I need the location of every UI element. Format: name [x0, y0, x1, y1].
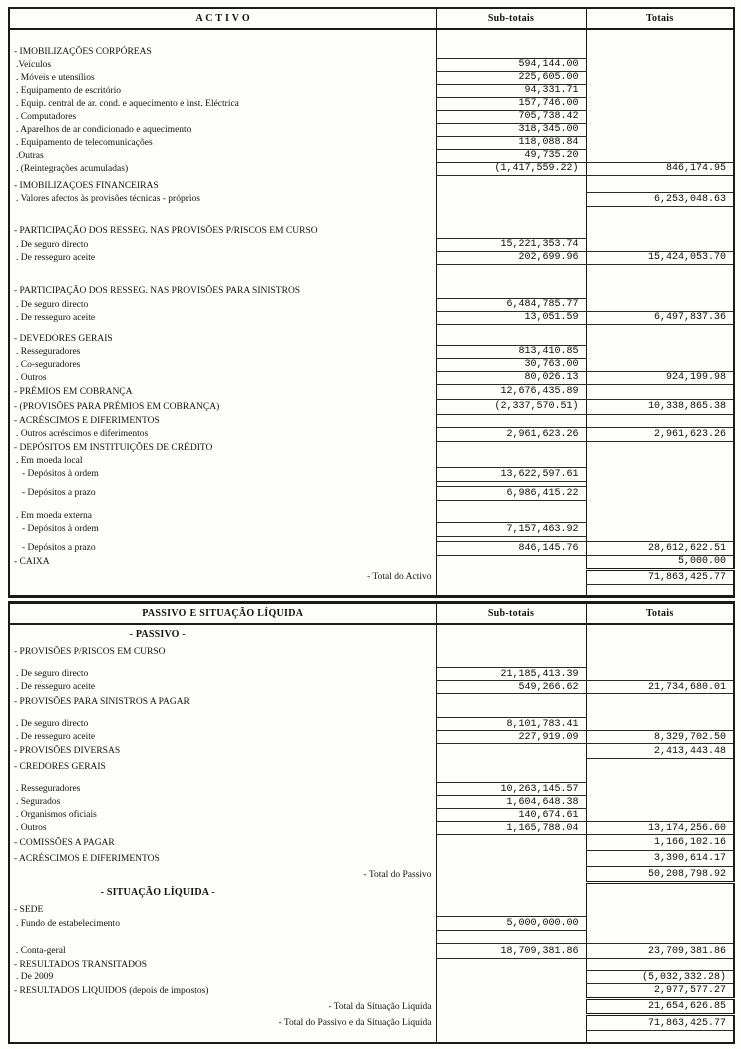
table-row: [9, 522, 734, 536]
row-subtotal: 13,622,597.61: [436, 467, 586, 481]
totals-column-header: Totais: [586, 602, 734, 624]
row-total: [586, 345, 734, 358]
table-row: [9, 718, 734, 731]
row-label: - PROVISÕES PARA SINISTROS A PAGAR: [14, 696, 190, 707]
row-subtotal: [436, 555, 586, 569]
row-subtotal: 18,709,381.86: [436, 944, 586, 959]
row-label: . Fundo de estabelecimento: [16, 918, 120, 929]
table-row: [9, 555, 734, 569]
row-label: . De resseguro aceite: [16, 682, 96, 692]
row-label: - Depósitos a prazo: [22, 488, 96, 498]
row-label: - DEVEDORES GERAIS: [14, 333, 113, 344]
row-label: . Conta-geral: [16, 946, 66, 956]
table-row: [9, 867, 734, 883]
table-row: [9, 541, 734, 555]
row-subtotal: [436, 1031, 586, 1043]
row-total: [586, 775, 734, 783]
row-subtotal: [436, 264, 586, 284]
row-subtotal: [436, 569, 586, 584]
table-row: [9, 284, 734, 298]
table-row: [9, 851, 734, 867]
table-row: [9, 500, 734, 510]
row-subtotal: [436, 414, 586, 427]
row-total: 2,413,443.48: [586, 744, 734, 759]
row-subtotal: 705,738.42: [436, 110, 586, 123]
row-total: [586, 332, 734, 345]
row-label: . Outros: [16, 372, 47, 383]
table-row: [9, 84, 734, 97]
row-total: 5,000.00: [586, 555, 734, 569]
row-label: [9, 931, 436, 944]
row-total: [586, 783, 734, 796]
row-subtotal: 21,185,413.39: [436, 668, 586, 681]
row-subtotal: 225,605.00: [436, 71, 586, 84]
table-row: [9, 324, 734, 332]
row-label: - Total do Passivo: [363, 869, 432, 880]
row-subtotal: 12,676,435.89: [436, 384, 586, 399]
row-label: . De seguro directo: [16, 719, 89, 729]
row-label: - PROVISÕES DIVERSAS: [14, 746, 121, 756]
row-label: . Outros acréscimos e diferimentos: [16, 429, 149, 439]
row-total: [586, 298, 734, 311]
row-total: [586, 486, 734, 500]
row-label: [9, 584, 436, 596]
table-row: [9, 180, 734, 192]
row-total: [586, 206, 734, 224]
row-total: [586, 624, 734, 644]
row-total: [586, 384, 734, 399]
row-label: .Veículos: [16, 59, 52, 70]
row-label: - IMOBILIZAÇÕES CORPÓREAS: [14, 46, 152, 57]
row-label: . De resseguro aceite: [16, 252, 96, 263]
row-label: . De seguro directo: [16, 239, 89, 250]
table-row: [9, 345, 734, 358]
row-label: - PASSIVO -: [129, 628, 186, 640]
table-row: [9, 883, 734, 903]
row-total: [586, 718, 734, 731]
row-label: - PRÉMIOS EM COBRANÇA: [14, 386, 133, 397]
row-subtotal: [436, 584, 586, 596]
row-label: . Equipamento de telecomunicações: [16, 137, 153, 148]
row-total: [586, 441, 734, 455]
table-row: [9, 1031, 734, 1043]
table-row: [9, 192, 734, 206]
row-label: . De seguro directo: [16, 669, 89, 679]
table-row: [9, 467, 734, 481]
row-total: [586, 796, 734, 809]
row-total: [586, 264, 734, 284]
table-row: [9, 455, 734, 467]
table-row: [9, 358, 734, 371]
row-subtotal: [436, 206, 586, 224]
row-subtotal: 80,026.13: [436, 371, 586, 384]
row-label: [9, 500, 436, 510]
row-subtotal: 140,674.61: [436, 809, 586, 822]
passivo-title: PASSIVO E SITUAÇÃO LÍQUIDA: [9, 602, 436, 624]
table-row: [9, 668, 734, 681]
row-total: [586, 467, 734, 481]
row-subtotal: 30,763.00: [436, 358, 586, 371]
table-row: [9, 264, 734, 284]
table-row: [9, 123, 734, 136]
subtotals-column-header: Sub-totais: [436, 602, 586, 624]
row-total: 23,709,381.86: [586, 944, 734, 959]
row-total: 2,961,623.26: [586, 427, 734, 441]
row-label: . Organismos oficiais: [16, 810, 97, 820]
row-total: [586, 903, 734, 917]
row-total: 28,612,622.51: [586, 541, 734, 555]
row-total: [586, 238, 734, 251]
row-label: [9, 29, 436, 45]
row-total: 50,208,798.92: [586, 867, 734, 883]
table-row: [9, 298, 734, 311]
row-label: - Depósitos à ordem: [22, 524, 99, 534]
row-total: [586, 809, 734, 822]
row-total: 71,863,425.77: [586, 1015, 734, 1031]
row-total: [586, 136, 734, 149]
row-label: - CREDORES GERAIS: [14, 761, 106, 772]
row-total: 924,199.98: [586, 371, 734, 384]
table-row: [9, 710, 734, 718]
table-row: [9, 399, 734, 414]
row-subtotal: 94,331.71: [436, 84, 586, 97]
row-subtotal: [436, 971, 586, 984]
row-total: 846,174.95: [586, 162, 734, 175]
row-subtotal: [436, 694, 586, 710]
row-total: [586, 522, 734, 536]
row-subtotal: [436, 45, 586, 58]
table-row: [9, 136, 734, 149]
table-row: [9, 45, 734, 58]
passivo-liquida-table: [8, 601, 735, 1044]
row-subtotal: 318,345.00: [436, 123, 586, 136]
row-label: [9, 1031, 436, 1043]
row-total: 21,734,680.01: [586, 681, 734, 694]
row-label: . Resseguradores: [16, 784, 81, 794]
table-row: [9, 384, 734, 399]
table-row: [9, 917, 734, 931]
row-label: - DEPÓSITOS EM INSTITUIÇÕES DE CRÉDITO: [14, 443, 213, 453]
row-total: [586, 759, 734, 775]
row-subtotal: 6,986,415.22: [436, 486, 586, 500]
row-subtotal: [436, 959, 586, 971]
row-subtotal: [436, 180, 586, 192]
table-row: [9, 311, 734, 324]
row-subtotal: [436, 324, 586, 332]
row-subtotal: 813,410.85: [436, 345, 586, 358]
row-total: [586, 500, 734, 510]
row-label: . De seguro directo: [16, 299, 89, 310]
row-subtotal: [436, 984, 586, 999]
table-row: [9, 731, 734, 744]
row-label: . Valores afectos às provisões técnicas - próprios: [16, 194, 200, 204]
row-subtotal: (1,417,559.22): [436, 162, 586, 175]
row-label: - RESULTADOS TRANSITADOS: [14, 959, 148, 970]
row-total: 2,977,577.27: [586, 984, 734, 999]
table-row: [9, 441, 734, 455]
activo-header-row: [9, 8, 734, 29]
row-label: - ACRÉSCIMOS E DIFERIMENTOS: [14, 853, 160, 864]
row-total: 1,166,102.16: [586, 835, 734, 851]
row-label: [9, 775, 436, 783]
row-total: [586, 1031, 734, 1043]
row-total: [586, 644, 734, 660]
row-subtotal: [436, 624, 586, 644]
row-subtotal: [436, 710, 586, 718]
row-label: - Depósitos à ordem: [22, 469, 99, 479]
row-subtotal: 157,746.00: [436, 97, 586, 110]
row-total: [586, 358, 734, 371]
row-label: . Co-seguradores: [16, 359, 81, 370]
row-label: . De resseguro aceite: [16, 732, 96, 742]
row-subtotal: 118,088.84: [436, 136, 586, 149]
row-total: [586, 959, 734, 971]
row-total: [586, 29, 734, 45]
row-label: - Total do Activo: [367, 571, 432, 582]
row-total: 71,863,425.77: [586, 569, 734, 584]
row-total: [586, 510, 734, 522]
table-row: [9, 371, 734, 384]
row-subtotal: [436, 224, 586, 238]
row-total: [586, 694, 734, 710]
table-row: [9, 681, 734, 694]
row-total: [586, 883, 734, 903]
row-subtotal: [436, 441, 586, 455]
row-label: [9, 660, 436, 668]
row-subtotal: 202,699.96: [436, 251, 586, 264]
row-label: . De 2009: [16, 972, 54, 982]
row-subtotal: [436, 455, 586, 467]
row-subtotal: 10,263,145.57: [436, 783, 586, 796]
table-row: [9, 251, 734, 264]
row-subtotal: [436, 510, 586, 522]
table-row: [9, 110, 734, 123]
table-row: [9, 58, 734, 71]
row-label: [9, 206, 436, 224]
table-row: [9, 984, 734, 999]
row-total: [586, 84, 734, 97]
row-total: [586, 584, 734, 596]
row-total: 6,253,048.63: [586, 192, 734, 206]
row-label: . Em moeda local: [16, 456, 83, 466]
row-subtotal: [436, 883, 586, 903]
row-subtotal: 5,000,000.00: [436, 917, 586, 931]
row-label: . (Reintegrações acumuladas): [16, 163, 129, 174]
row-label: . Aparelhos de ar condicionado e aquecimento: [16, 124, 192, 135]
row-subtotal: [436, 835, 586, 851]
passivo-body: [9, 624, 734, 1043]
table-row: [9, 510, 734, 522]
row-total: [586, 668, 734, 681]
row-subtotal: 13,051.59: [436, 311, 586, 324]
row-label: . Em moeda externa: [16, 511, 92, 521]
totals-column-header: Totais: [586, 8, 734, 29]
table-row: [9, 71, 734, 84]
row-label: - PARTICIPAÇÃO DOS RESSEG. NAS PROVISÕES P/RISCOS EM CURSO: [14, 226, 318, 236]
table-row: [9, 1015, 734, 1031]
row-total: 21,654,626.85: [586, 999, 734, 1015]
row-subtotal: [436, 759, 586, 775]
table-row: [9, 660, 734, 668]
table-row: [9, 971, 734, 984]
row-label: . Resseguradores: [16, 346, 81, 357]
table-row: [9, 206, 734, 224]
row-total: [586, 110, 734, 123]
row-subtotal: 6,484,785.77: [436, 298, 586, 311]
table-row: [9, 584, 734, 596]
row-label: [9, 264, 436, 284]
row-subtotal: [436, 775, 586, 783]
table-row: [9, 931, 734, 944]
row-subtotal: (2,337,570.51): [436, 399, 586, 414]
table-row: [9, 783, 734, 796]
row-label: - IMOBILIZAÇOES FINANCEIRAS: [14, 181, 159, 191]
row-label: . Móveis e utensílios: [16, 72, 95, 83]
table-row: [9, 944, 734, 959]
row-label: . De resseguro aceite: [16, 312, 96, 323]
row-label: [9, 710, 436, 718]
activo-body: [9, 29, 734, 596]
row-subtotal: [436, 660, 586, 668]
table-row: [9, 162, 734, 175]
table-row: [9, 486, 734, 500]
row-subtotal: 49,735.20: [436, 149, 586, 162]
table-row: [9, 149, 734, 162]
row-subtotal: 549,266.62: [436, 681, 586, 694]
table-row: [9, 903, 734, 917]
row-label: - PROVISÕES P/RISCOS EM CURSO: [14, 646, 166, 657]
table-row: [9, 809, 734, 822]
row-total: 6,497,837.36: [586, 311, 734, 324]
row-subtotal: 594,144.00: [436, 58, 586, 71]
row-subtotal: [436, 744, 586, 759]
row-subtotal: [436, 867, 586, 883]
row-total: [586, 324, 734, 332]
row-total: [586, 123, 734, 136]
table-row: [9, 224, 734, 238]
row-subtotal: [436, 192, 586, 206]
row-subtotal: 227,919.09: [436, 731, 586, 744]
table-row: [9, 332, 734, 345]
row-subtotal: 1,165,788.04: [436, 822, 586, 835]
row-label: - CAIXA: [14, 557, 50, 567]
table-row: [9, 822, 734, 835]
table-row: [9, 835, 734, 851]
row-total: 8,329,702.50: [586, 731, 734, 744]
table-row: [9, 97, 734, 110]
row-subtotal: 1,604,648.38: [436, 796, 586, 809]
row-subtotal: 2,961,623.26: [436, 427, 586, 441]
row-total: [586, 71, 734, 84]
activo-title: A C T I V O: [9, 8, 436, 29]
row-subtotal: [436, 1015, 586, 1031]
table-row: [9, 624, 734, 644]
row-total: [586, 58, 734, 71]
row-subtotal: [436, 931, 586, 944]
table-row: [9, 775, 734, 783]
row-total: 13,174,256.60: [586, 822, 734, 835]
row-subtotal: 15,221,353.74: [436, 238, 586, 251]
table-row: [9, 999, 734, 1015]
row-total: [586, 284, 734, 298]
table-row: [9, 414, 734, 427]
table-row: [9, 694, 734, 710]
row-total: [586, 97, 734, 110]
row-subtotal: [436, 29, 586, 45]
row-total: 3,390,614.17: [586, 851, 734, 867]
row-total: [586, 414, 734, 427]
table-row: [9, 569, 734, 584]
row-total: [586, 455, 734, 467]
row-label: - Total do Passivo e da Situação Liquida: [278, 1017, 432, 1028]
row-total: [586, 149, 734, 162]
table-row: [9, 427, 734, 441]
row-subtotal: 8,101,783.41: [436, 718, 586, 731]
row-total: [586, 180, 734, 192]
row-label: - RESULTADOS LIQUIDOS (depois de impostos): [14, 986, 209, 996]
row-label: - COMISSÕES A PAGAR: [14, 837, 115, 848]
row-label: - (PROVISÕES PARA PRÉMIOS EM COBRANÇA): [14, 401, 220, 412]
row-subtotal: [436, 644, 586, 660]
row-subtotal: [436, 332, 586, 345]
row-label: . Equip. central de ar. cond. e aquecimento e inst. Eléctrica: [16, 98, 239, 109]
row-label: . Equipamento de escritório: [16, 85, 121, 96]
row-total: [586, 917, 734, 931]
activo-table: [8, 7, 735, 598]
row-subtotal: [436, 284, 586, 298]
row-label: [9, 324, 436, 332]
table-row: [9, 744, 734, 759]
subtotals-column-header: Sub-totais: [436, 8, 586, 29]
row-label: - Total da Situação Liquida: [328, 1001, 432, 1012]
row-label: . Computadores: [16, 111, 77, 122]
row-total: [586, 931, 734, 944]
table-row: [9, 29, 734, 45]
table-row: [9, 959, 734, 971]
row-label: .Outras: [16, 150, 44, 161]
row-total: (5,032,332.28): [586, 971, 734, 984]
row-label: - Depósitos a prazo: [22, 543, 96, 553]
row-total: [586, 660, 734, 668]
row-label: . Outros: [16, 823, 47, 833]
row-subtotal: [436, 903, 586, 917]
passivo-header-row: [9, 602, 734, 624]
row-label: - SITUAÇÃO LÍQUIDA -: [100, 887, 215, 898]
row-subtotal: [436, 999, 586, 1015]
row-subtotal: [436, 500, 586, 510]
row-total: [586, 224, 734, 238]
table-row: [9, 759, 734, 775]
row-label: - SEDE: [14, 904, 44, 915]
table-row: [9, 238, 734, 251]
row-total: [586, 710, 734, 718]
row-label: - PARTICIPAÇÃO DOS RESSEG. NAS PROVISÕES PARA SINISTROS: [14, 286, 301, 296]
table-row: [9, 796, 734, 809]
row-total: 15,424,053.70: [586, 251, 734, 264]
row-label: . Segurados: [16, 797, 61, 807]
table-row: [9, 644, 734, 660]
row-subtotal: [436, 851, 586, 867]
row-total: [586, 45, 734, 58]
row-subtotal: 846,145.76: [436, 541, 586, 555]
row-subtotal: 7,157,463.92: [436, 522, 586, 536]
row-label: - ACRÉSCIMOS E DIFERIMENTOS: [14, 415, 160, 426]
row-total: 10,338,865.38: [586, 399, 734, 414]
